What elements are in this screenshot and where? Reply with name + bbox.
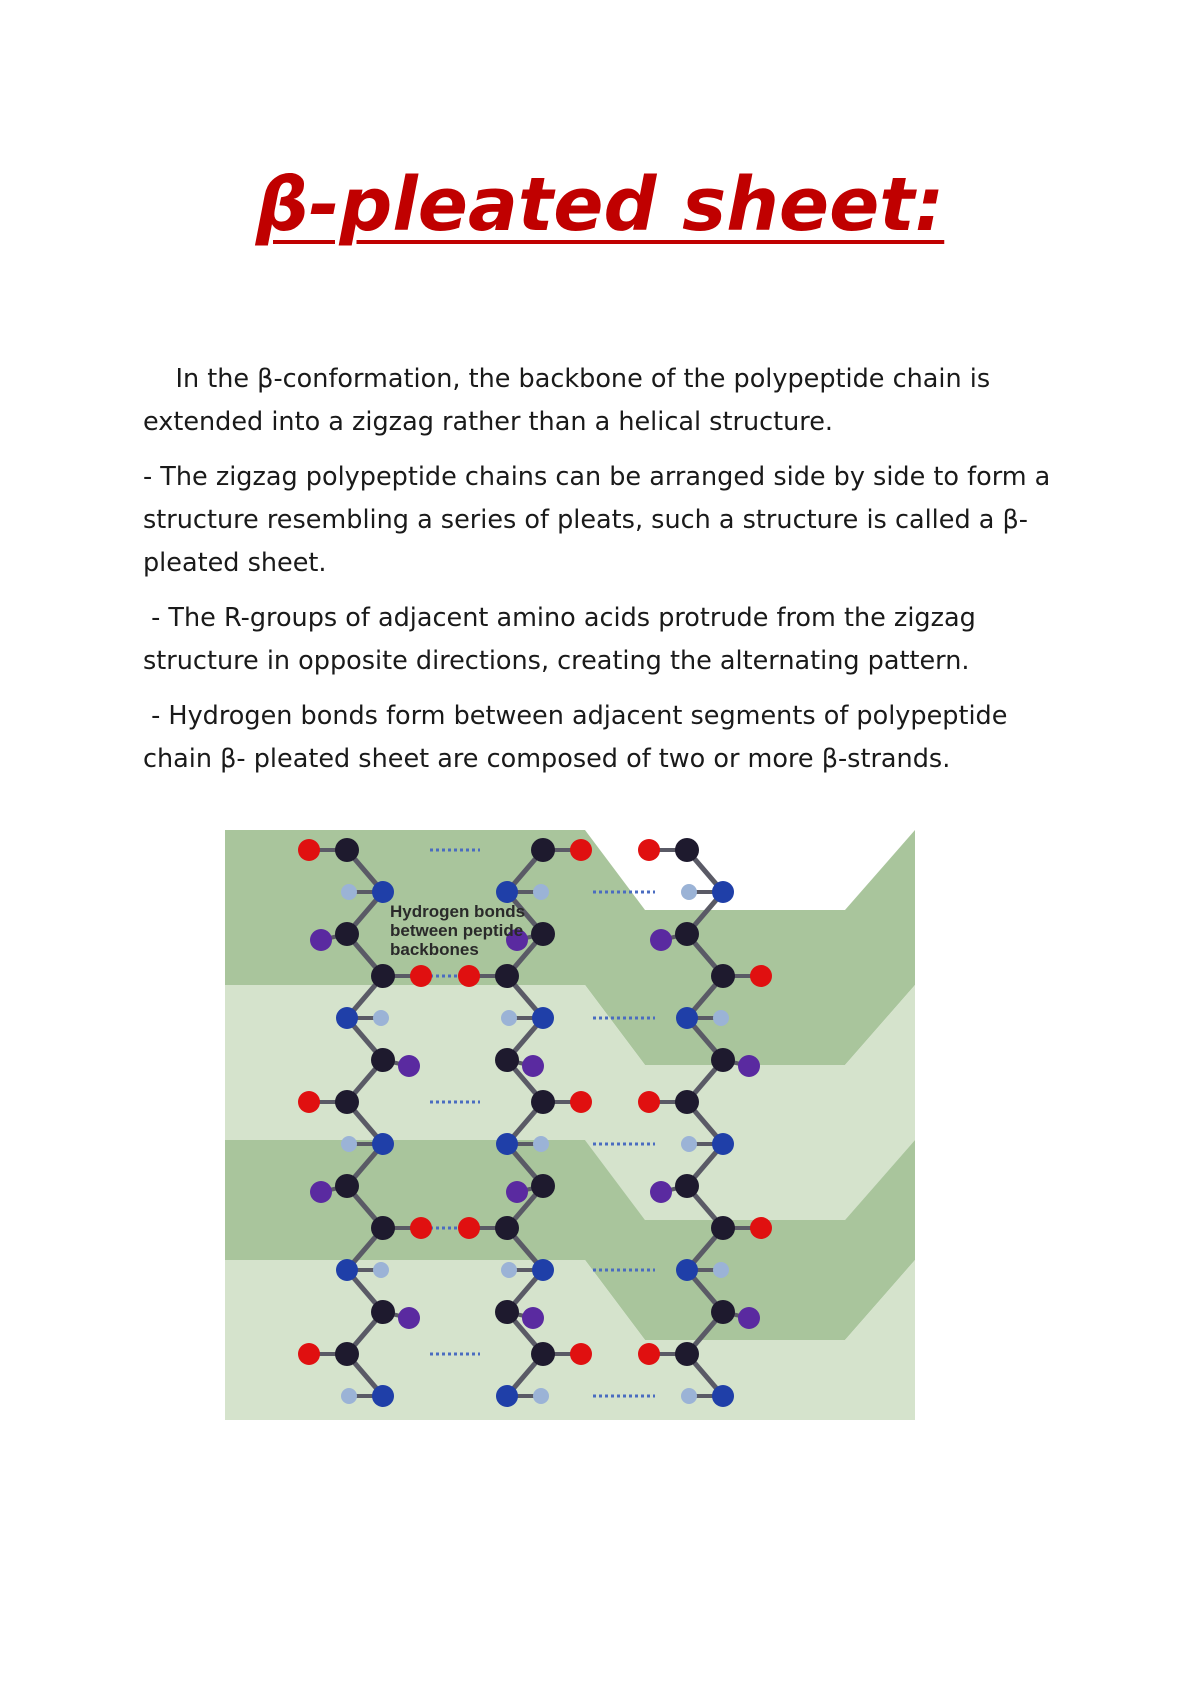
hydrogen-atom xyxy=(533,884,549,900)
carbon-atom xyxy=(531,838,555,862)
nitrogen-atom xyxy=(712,1133,734,1155)
nitrogen-atom xyxy=(496,881,518,903)
pleat-panels xyxy=(225,830,915,1420)
hydrogen-atom xyxy=(713,1262,729,1278)
carbon-atom xyxy=(495,1300,519,1324)
page-title: β-pleated sheet: xyxy=(255,162,945,248)
r-group-atom xyxy=(650,929,672,951)
hydrogen-atom xyxy=(341,1136,357,1152)
nitrogen-atom xyxy=(676,1007,698,1029)
carbon-atom xyxy=(531,1342,555,1366)
nitrogen-atom xyxy=(336,1259,358,1281)
oxygen-atom xyxy=(410,1217,432,1239)
oxygen-atom xyxy=(638,839,660,861)
carbon-atom xyxy=(495,1048,519,1072)
oxygen-atom xyxy=(410,965,432,987)
r-group-atom xyxy=(650,1181,672,1203)
nitrogen-atom xyxy=(532,1007,554,1029)
beta-sheet-figure xyxy=(225,830,915,1420)
carbon-atom xyxy=(371,1216,395,1240)
paragraph-pleats: - The zigzag polypeptide chains can be arranged side by side to form a structure resembling a series of pleats, such a structure is called a β-pleated sheet. xyxy=(143,462,1059,578)
carbon-atom xyxy=(371,1300,395,1324)
oxygen-atom xyxy=(750,965,772,987)
nitrogen-atom xyxy=(712,881,734,903)
hydrogen-atom xyxy=(373,1262,389,1278)
hydrogen-atom xyxy=(341,884,357,900)
body-text xyxy=(143,358,1073,793)
r-group-atom xyxy=(398,1055,420,1077)
hydrogen-atom xyxy=(373,1010,389,1026)
carbon-atom xyxy=(711,1048,735,1072)
carbon-atom xyxy=(711,964,735,988)
nitrogen-atom xyxy=(532,1259,554,1281)
hydrogen-atom xyxy=(533,1136,549,1152)
hydrogen-atom xyxy=(341,1388,357,1404)
carbon-atom xyxy=(675,838,699,862)
hydrogen-atom xyxy=(681,884,697,900)
nitrogen-atom xyxy=(372,881,394,903)
r-group-atom xyxy=(522,1055,544,1077)
oxygen-atom xyxy=(570,1091,592,1113)
carbon-atom xyxy=(675,1342,699,1366)
hydrogen-atom xyxy=(501,1010,517,1026)
nitrogen-atom xyxy=(676,1259,698,1281)
oxygen-atom xyxy=(638,1343,660,1365)
hydrogen-atom xyxy=(681,1388,697,1404)
carbon-atom xyxy=(531,1174,555,1198)
hydrogen-atom xyxy=(713,1010,729,1026)
r-group-atom xyxy=(398,1307,420,1329)
oxygen-atom xyxy=(750,1217,772,1239)
carbon-atom xyxy=(531,922,555,946)
carbon-atom xyxy=(675,1174,699,1198)
nitrogen-atom xyxy=(372,1133,394,1155)
figure-label-line-3: backbones xyxy=(390,940,479,959)
paragraph-hydrogen-bonds: - Hydrogen bonds form between adjacent segments of polypeptide chain β- pleated sheet are composed of two or more β-strands. xyxy=(143,701,1016,774)
r-group-atom xyxy=(738,1055,760,1077)
carbon-atom xyxy=(495,1216,519,1240)
hydrogen-atom xyxy=(501,1262,517,1278)
oxygen-atom xyxy=(298,1091,320,1113)
hydrogen-atom xyxy=(533,1388,549,1404)
carbon-atom xyxy=(371,964,395,988)
carbon-atom xyxy=(675,1090,699,1114)
nitrogen-atom xyxy=(712,1385,734,1407)
carbon-atom xyxy=(371,1048,395,1072)
figure-label-line-1: Hydrogen bonds xyxy=(390,902,526,921)
nitrogen-atom xyxy=(336,1007,358,1029)
r-group-atom xyxy=(310,929,332,951)
paragraph-r-groups: - The R-groups of adjacent amino acids protrude from the zigzag structure in opposite directions, creating the alternating pattern. xyxy=(143,603,984,676)
paragraph-beta-conformation: In the β-conformation, the backbone of the polypeptide chain is extended into a zigzag rather than a helical structure. xyxy=(143,364,999,437)
carbon-atom xyxy=(495,964,519,988)
hydrogen-atom xyxy=(681,1136,697,1152)
nitrogen-atom xyxy=(372,1385,394,1407)
carbon-atom xyxy=(711,1300,735,1324)
nitrogen-atom xyxy=(496,1133,518,1155)
carbon-atom xyxy=(711,1216,735,1240)
oxygen-atom xyxy=(458,965,480,987)
oxygen-atom xyxy=(458,1217,480,1239)
oxygen-atom xyxy=(570,839,592,861)
carbon-atom xyxy=(335,1174,359,1198)
carbon-atom xyxy=(335,1090,359,1114)
r-group-atom xyxy=(522,1307,544,1329)
oxygen-atom xyxy=(638,1091,660,1113)
nitrogen-atom xyxy=(496,1385,518,1407)
r-group-atom xyxy=(738,1307,760,1329)
carbon-atom xyxy=(335,922,359,946)
r-group-atom xyxy=(506,1181,528,1203)
oxygen-atom xyxy=(298,1343,320,1365)
oxygen-atom xyxy=(570,1343,592,1365)
carbon-atom xyxy=(531,1090,555,1114)
carbon-atom xyxy=(335,838,359,862)
oxygen-atom xyxy=(298,839,320,861)
r-group-atom xyxy=(310,1181,332,1203)
carbon-atom xyxy=(335,1342,359,1366)
carbon-atom xyxy=(675,922,699,946)
figure-label-line-2: between peptide xyxy=(390,921,524,940)
